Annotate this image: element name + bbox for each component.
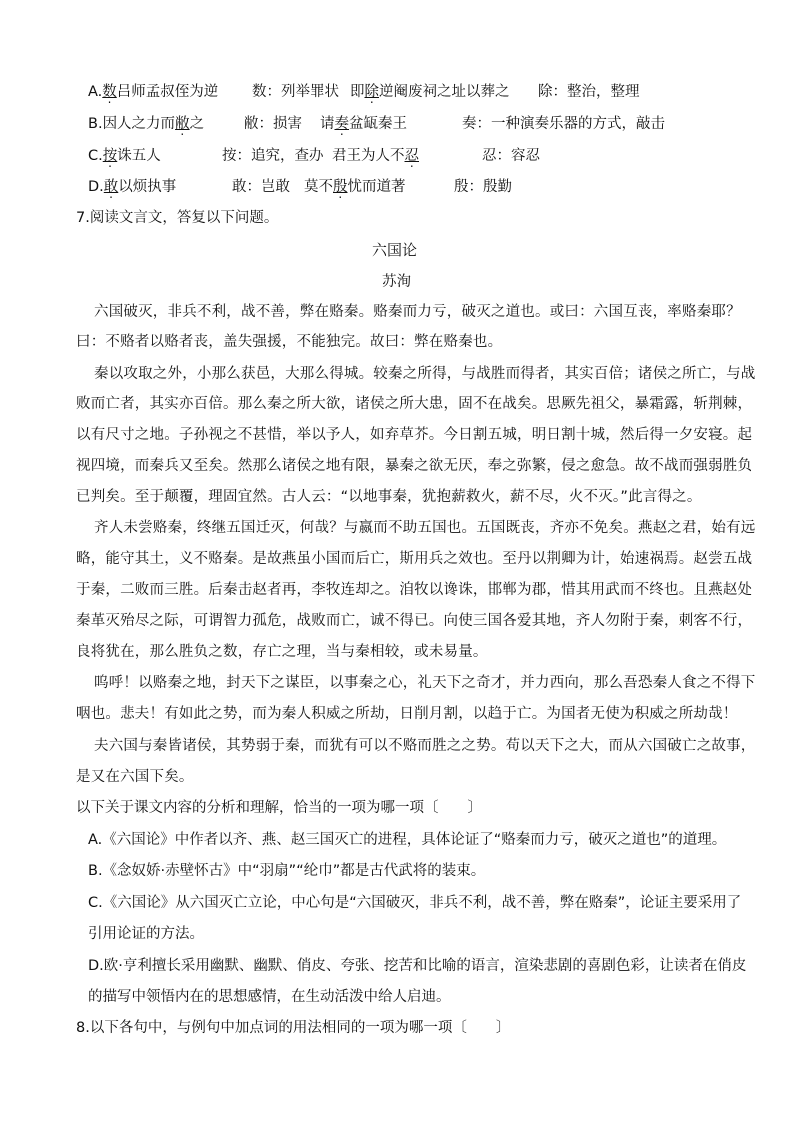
dotted-word: 敝: [175, 116, 190, 132]
paragraph-3-line-2: 略，能守其土，义不赂秦。是故燕虽小国而后亡，斯用兵之效也。至丹以荆卿为计，始速祸焉。赵尝五战: [76, 551, 753, 567]
answer-option-d-line-1: D.欧·亨利擅长采用幽默、幽默、俏皮、夸张、挖苦和比喻的语言，渲染悲剧的喜剧色彩，让读者在俏皮: [88, 958, 747, 974]
answer-option-a: A.《六国论》中作者以齐、燕、赵三国灭亡的进程，具体论证了“赂秦而力亏，破灭之道也”的道理。: [88, 832, 727, 848]
question-7-stem: 7.阅读文言文，答复以下问题。: [76, 210, 279, 226]
essay-title: 六国论: [372, 241, 418, 259]
dotted-word: 数: [102, 84, 117, 100]
paragraph-2-line-1: 秦以攻取之外，小那么获邑，大那么得城。较秦之所得，与战胜而得者，其实百倍；诸侯之所亡，与战: [94, 366, 756, 382]
option-d: D.敢以烦执事 敢：岂敢 莫不殷忧而道著 殷：殷勤: [88, 179, 512, 195]
dotted-word: 敢: [103, 179, 119, 195]
dotted-word: 按: [102, 148, 118, 164]
option-a: A.数吕师孟叔侄为逆 数：列举罪状 即除逆阉废祠之址以葬之 除：整治，整理: [88, 84, 640, 100]
paragraph-5-line-2: 是又在六国下矣。: [76, 769, 194, 785]
option-b: B.因人之力而敝之 敝：损害 请奏盆缻秦王 奏：一种演奏乐器的方式，敲击: [88, 116, 665, 132]
paragraph-2-line-4: 视四境，而秦兵又至矣。然那么诸侯之地有限，暴秦之欲无厌，奉之弥繁，侵之愈急。故不战而强弱胜负: [76, 458, 753, 474]
dotted-word: 除: [364, 84, 379, 100]
dotted-word: 殷: [333, 179, 348, 195]
paragraph-1-line-2: 曰：不赂者以赂者丧，盖失强援，不能独完。故曰：弊在赂秦也。: [76, 334, 503, 350]
paragraph-3-line-3: 于秦，二败而三胜。后秦击赵者再，李牧连却之。洎牧以谗诛，邯郸为郡，惜其用武而不终也。且燕赵处: [76, 582, 753, 598]
paragraph-4-line-1: 呜呼！以赂秦之地，封天下之谋臣，以事秦之心，礼天下之奇才，并力西向，那么吾恐秦人食之不得下: [94, 675, 756, 691]
question-7-prompt: 以下关于课文内容的分析和理解，恰当的一项为哪一项〔 〕: [76, 800, 482, 816]
paragraph-5-line-1: 夫六国与秦皆诸侯，其势弱于秦，而犹有可以不赂而胜之之势。苟以天下之大，而从六国破亡之故事，: [94, 738, 756, 754]
paragraph-2-line-5: 已判矣。至于颠覆，理固宜然。古人云：“以地事秦，犹抱薪救火，薪不尽，火不灭。”此言得之。: [76, 489, 702, 505]
paragraph-2-line-2: 败而亡者，其实亦百倍。那么秦之所大欲，诸侯之所大患，固不在战矣。思厥先祖父，暴霜露，斩荆棘，: [76, 396, 753, 412]
paragraph-2-line-3: 以有尺寸之地。子孙视之不甚惜，举以予人，如弃草芥。今日割五城，明日割十城，然后得一夕安寝。起: [76, 427, 753, 443]
paragraph-1-line-1: 六国破灭，非兵不利，战不善，弊在赂秦。赂秦而力亏，破灭之道也。或曰：六国互丧，率赂秦耶？: [94, 304, 741, 320]
question-8-stem: 8.以下各句中，与例句中加点词的用法相同的一项为哪一项〔 〕: [76, 1020, 511, 1036]
answer-option-c-line-2: 引用论证的方法。: [88, 926, 204, 942]
dotted-word: 忍: [404, 148, 419, 164]
answer-option-b: B.《念奴娇·赤壁怀古》中“羽扇”“纶巾”都是古代武将的装束。: [88, 863, 486, 879]
essay-author: 苏洵: [382, 274, 411, 290]
dotted-word: 奏: [334, 116, 349, 132]
paragraph-4-line-2: 咽也。悲夫！有如此之势，而为秦人积威之所劫，日削月割，以趋于亡。为国者无使为积威之所劫哉！: [76, 706, 738, 722]
option-c: C.按诛五人 按：追究，查办 君王为人不忍 忍：容忍: [88, 148, 540, 164]
answer-option-d-line-2: 的描写中领悟内在的思想感情，在生动活泼中给人启迪。: [88, 989, 451, 1005]
paragraph-3-line-4: 秦革灭殆尽之际，可谓智力孤危，战败而亡，诚不得已。向使三国各爱其地，齐人勿附于秦，刺客不行，: [76, 613, 753, 629]
answer-option-c-line-1: C.《六国论》从六国灭亡立论，中心句是“六国破灭，非兵不利，战不善，弊在赂秦”，论证主要采用了: [88, 895, 742, 911]
paragraph-3-line-5: 良将犹在，那么胜负之数，存亡之理，当与秦相较，或未易量。: [76, 644, 488, 660]
paragraph-3-line-1: 齐人未尝赂秦，终继五国迁灭，何哉？与嬴而不助五国也。五国既丧，齐亦不免矣。燕赵之君，始有远: [94, 520, 756, 536]
